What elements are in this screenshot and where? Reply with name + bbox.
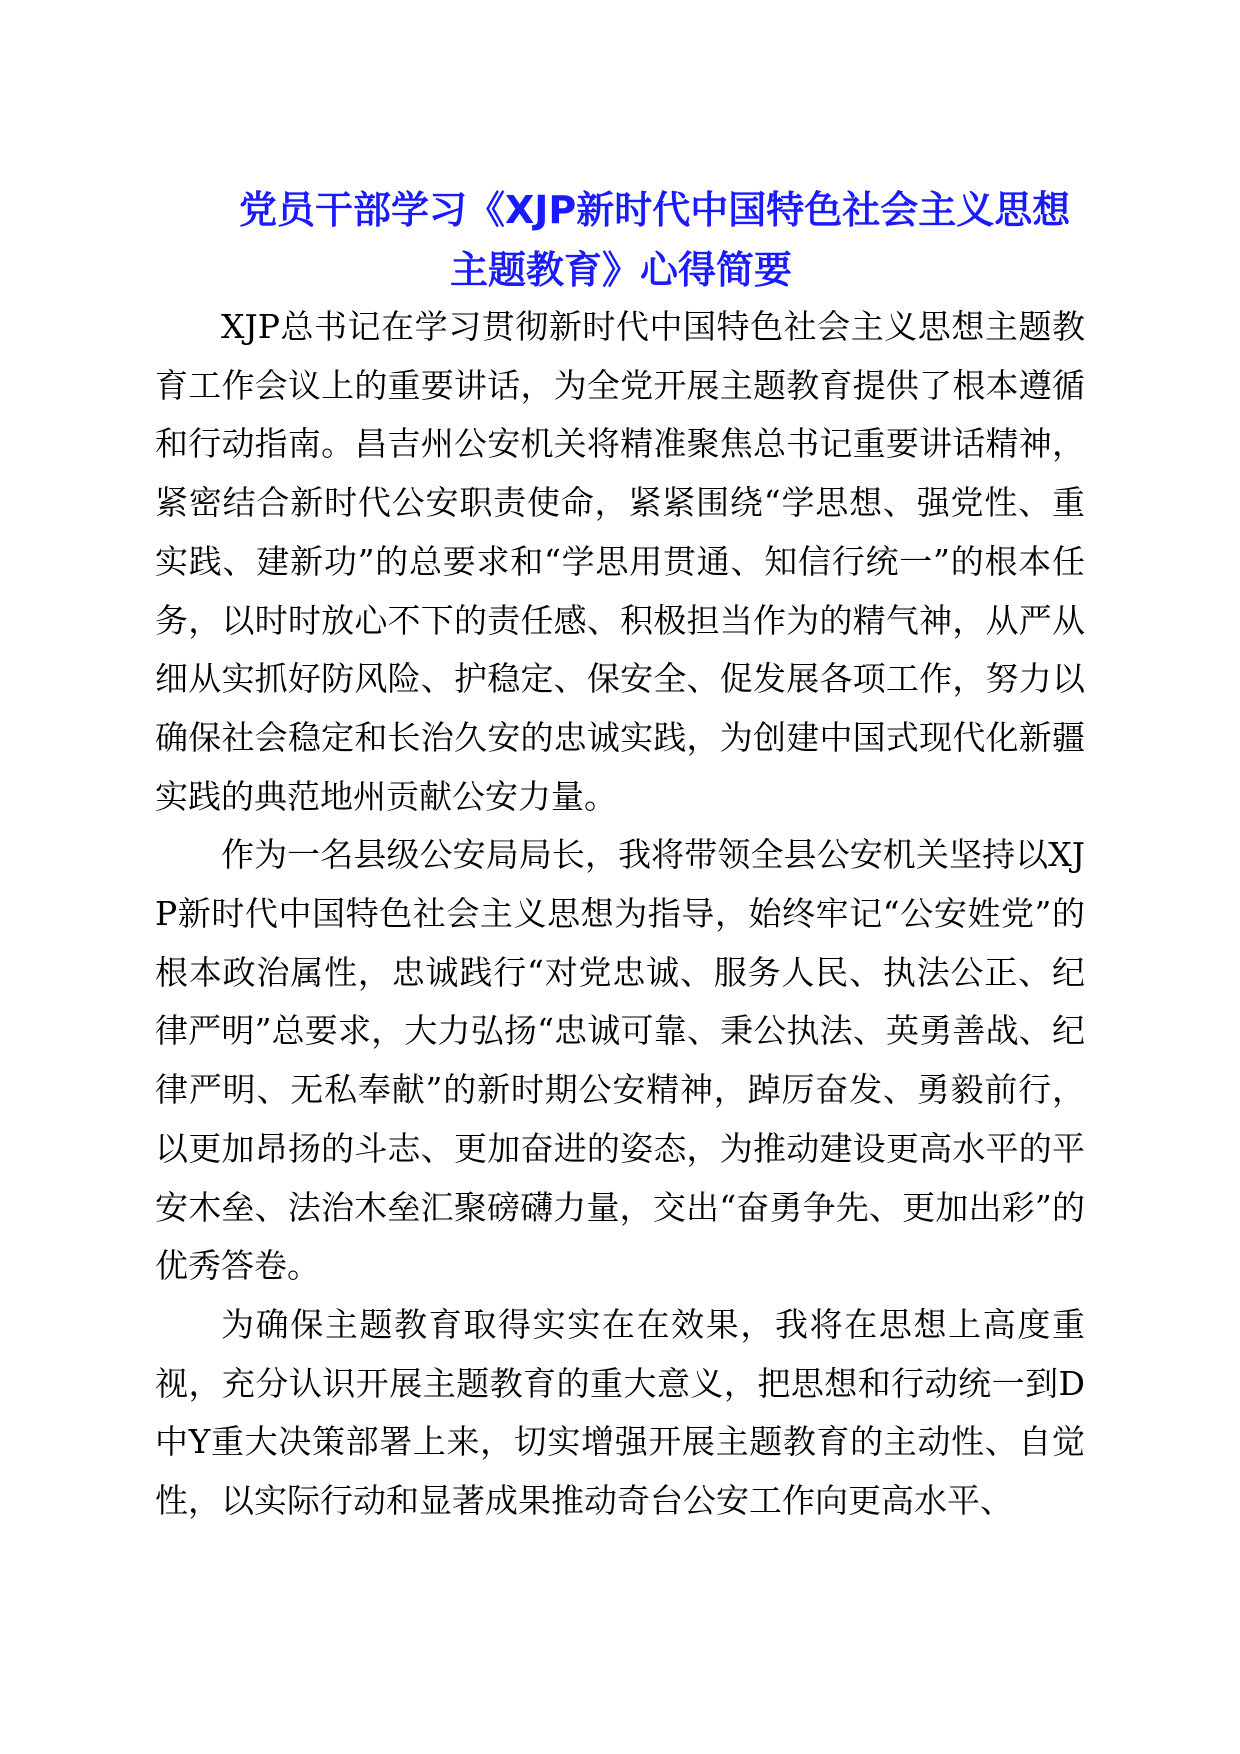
paragraph-3: 为确保主题教育取得实实在在效果，我将在思想上高度重视，充分认识开展主题教育的重大意义，把思想和行动统一到D中Y重大决策部署上来，切实增强开展主题教育的主动性、自觉性，以实际行动和显著成果推动奇台公安工作向更高水平、 [155, 1304, 1085, 1521]
paragraph-2: 作为一名县级公安局局长，我将带领全县公安机关坚持以XJP新时代中国特色社会主义思想为指导，始终牢记“公安姓党”的根本政治属性，忠诚践行“对党忠诚、服务人民、执法公正、纪律严明”总要求，大力弘扬“忠诚可靠、秉公执法、英勇善战、纪律严明、无私奉献”的新时期公安精神，踔厉奋发、勇毅前行，以更加昂扬的斗志、更加奋进的姿态，为推动建设更高水平的平安木垒、法治木垒汇聚磅礴力量，交出“奋勇争先、更加出彩”的优秀答卷。 [155, 835, 1085, 1286]
title-line-1: 党员干部学习《XJP新时代中国特色社会主义思想 [239, 188, 1071, 232]
title-line-2: 主题教育》心得简要 [450, 248, 793, 292]
document-title [155, 180, 1085, 300]
document-body [155, 298, 1085, 1531]
paragraph-1: XJP总书记在学习贯彻新时代中国特色社会主义思想主题教育工作会议上的重要讲话，为全党开展主题教育提供了根本遵循和行动指南。昌吉州公安机关将精准聚焦总书记重要讲话精神，紧密结合新时代公安职责使命，紧紧围绕“学思想、强党性、重实践、建新功”的总要求和“学思用贯通、知信行统一”的根本任务，以时时放心不下的责任感、积极担当作为的精气神，从严从细从实抓好防风险、护稳定、保安全、促发展各项工作，努力以确保社会稳定和长治久安的忠诚实践，为创建中国式现代化新疆实践的典范地州贡献公安力量。 [155, 307, 1085, 816]
